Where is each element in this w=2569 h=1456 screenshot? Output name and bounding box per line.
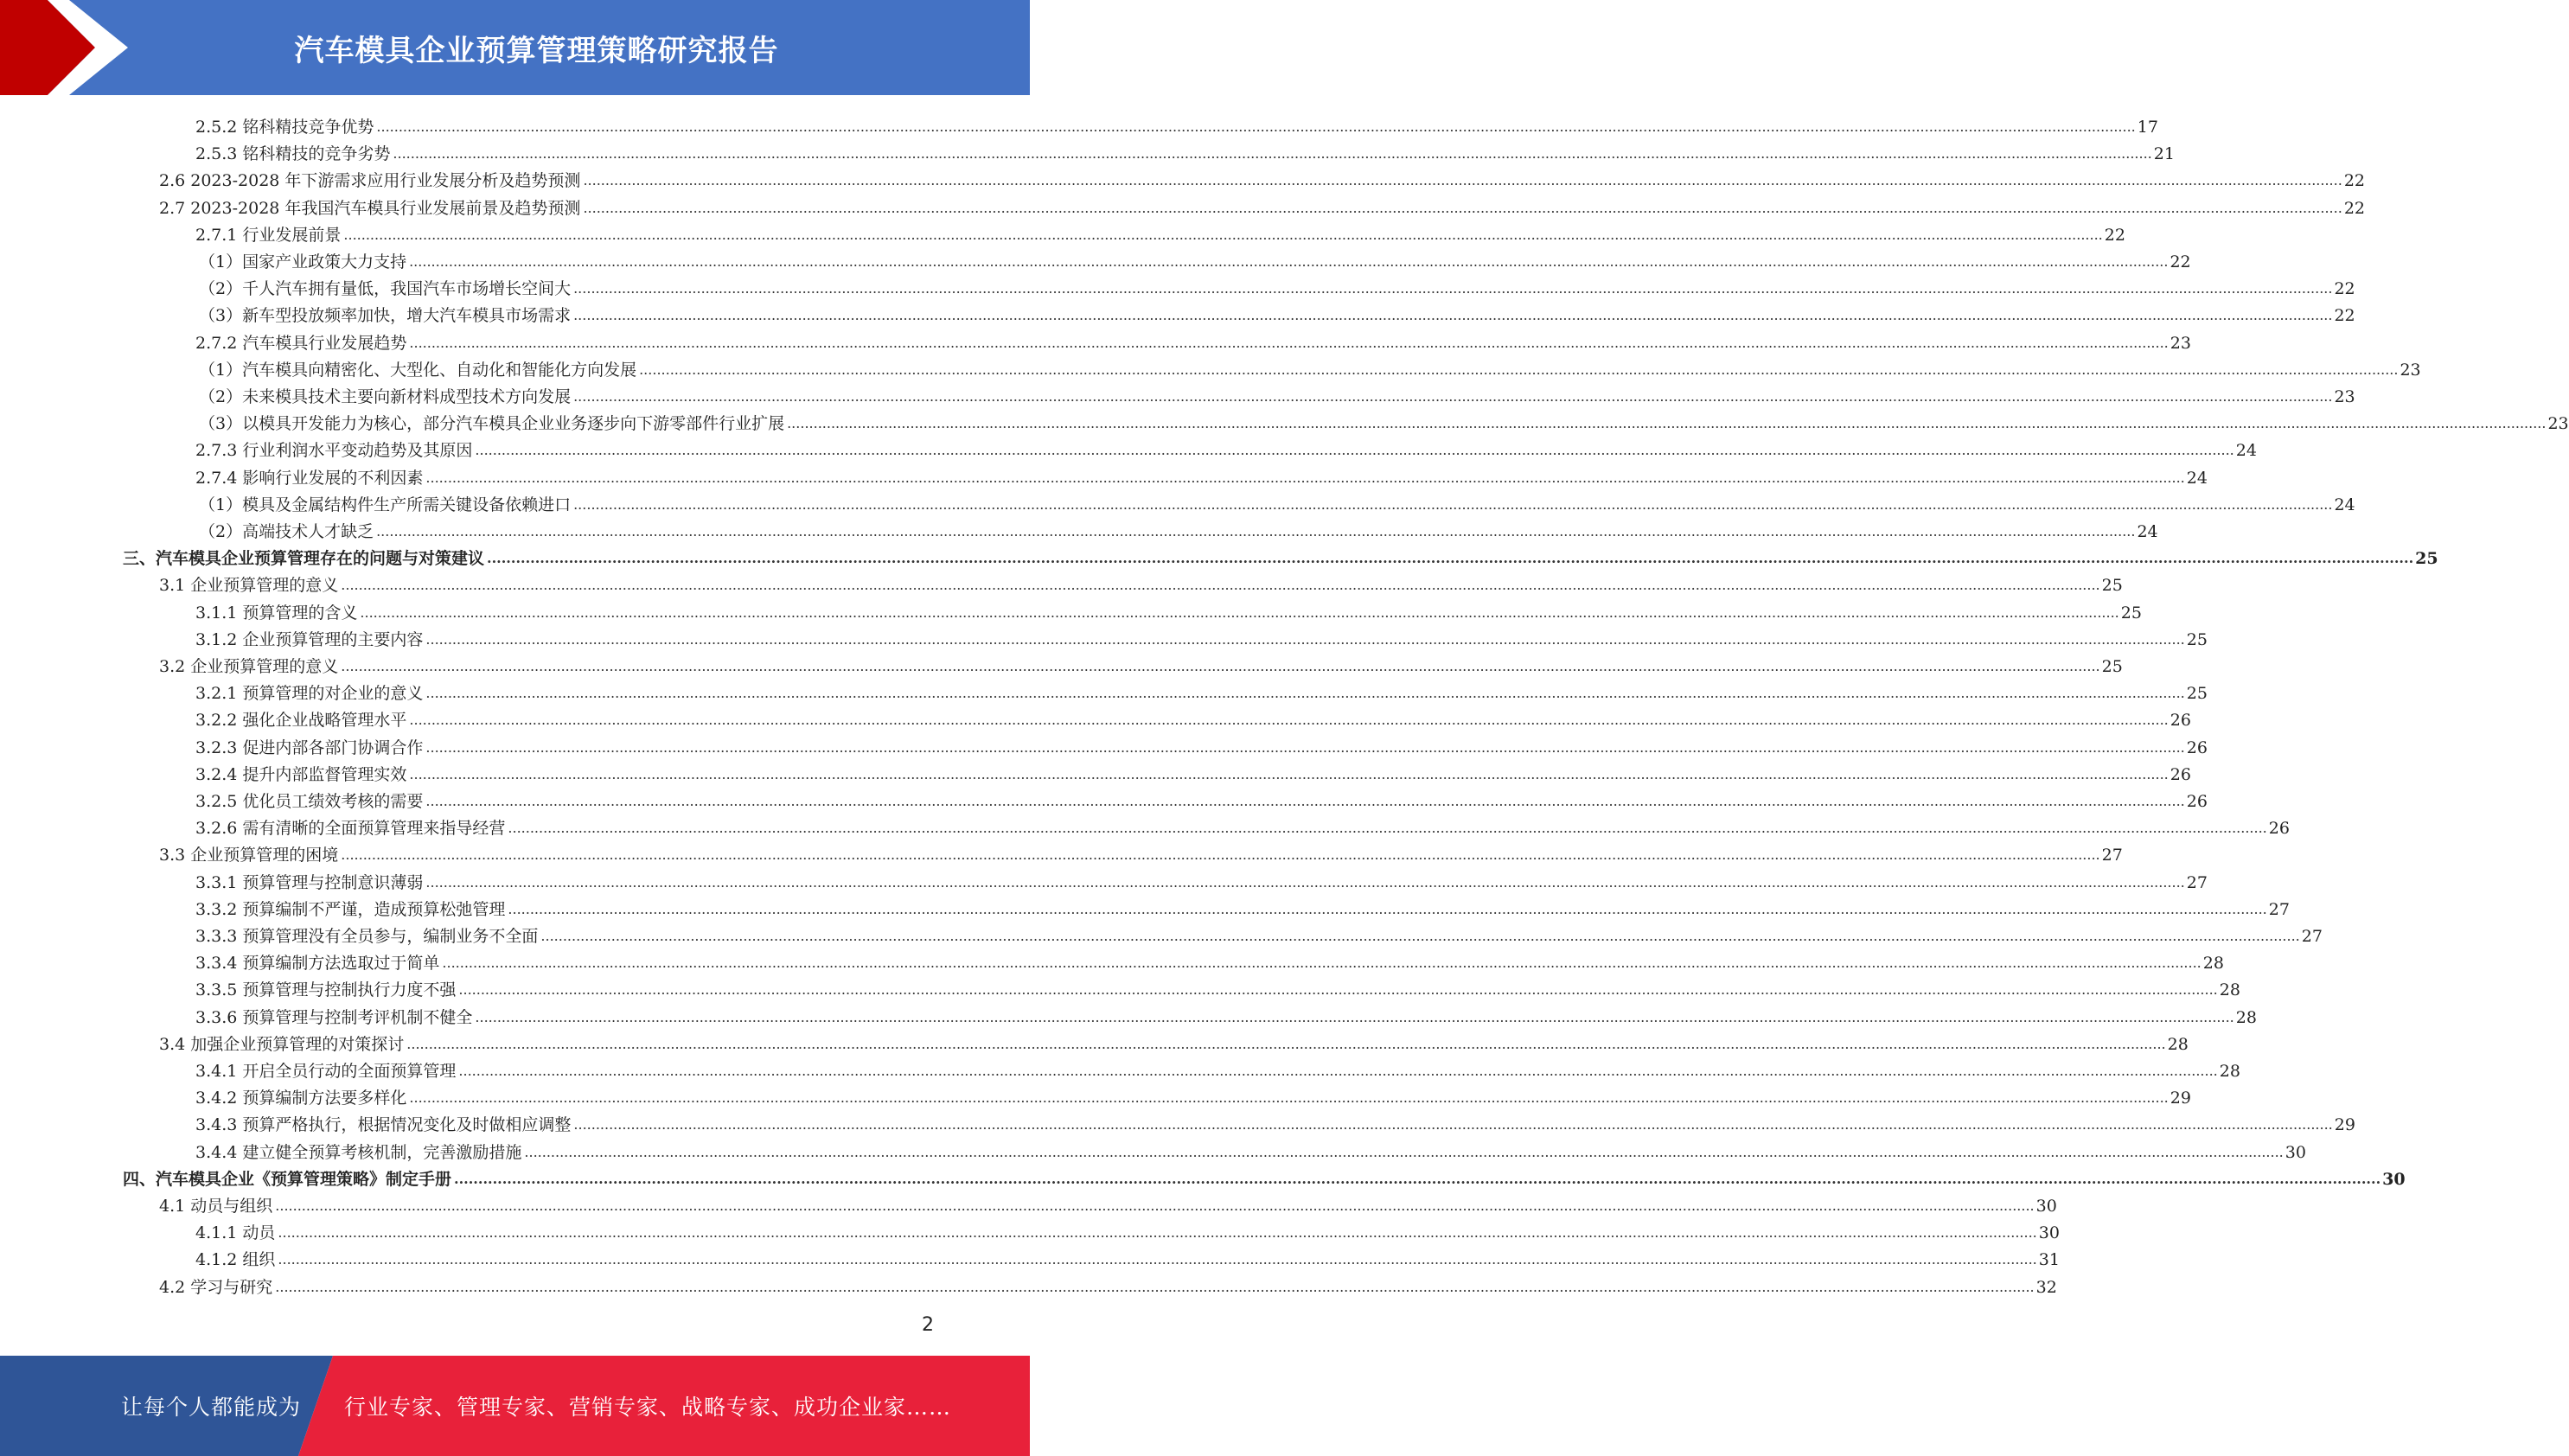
toc-entry-title: 3.2.4 提升内部监督管理实效 xyxy=(195,764,407,784)
toc-entry-title: （3）新车型投放频率加快，增大汽车模具市场需求 xyxy=(199,306,572,326)
report-title: 汽车模具企业预算管理策略研究报告 xyxy=(294,33,779,68)
toc-entry-title: （2）未来模具技术主要向新材料成型技术方向发展 xyxy=(199,387,572,406)
toc-entry[interactable] xyxy=(199,298,2355,326)
toc-entry[interactable] xyxy=(159,568,2123,596)
toc-leader-dots: ................................................................................................................................................................................................................................................................................................................................................................................................................ xyxy=(341,577,2100,594)
toc-entry-page: 22 xyxy=(2104,225,2125,245)
toc-entry[interactable] xyxy=(195,137,2175,164)
toc-entry-title: 3.2.1 预算管理的对企业的意义 xyxy=(195,684,424,704)
toc-entry-title: 3.4.4 建立健全预算考核机制，完善激励措施 xyxy=(195,1142,522,1162)
toc-entry-page: 22 xyxy=(2334,306,2355,326)
toc-entry-page: 25 xyxy=(2101,576,2123,596)
toc-entry-title: （1）汽车模具向精密化、大型化、自动化和智能化方向发展 xyxy=(199,360,637,380)
toc-leader-dots: ................................................................................................................................................................................................................................................................................................................................................................................................................ xyxy=(278,1251,2037,1268)
toc-entry-title: （1）模具及金属结构件生产所需关键设备依赖进口 xyxy=(199,495,572,514)
toc-leader-dots: ................................................................................................................................................................................................................................................................................................................................................................................................................ xyxy=(540,928,2300,944)
toc-entry-page: 24 xyxy=(2186,468,2208,488)
toc-entry-title: 2.7.1 行业发展前景 xyxy=(195,225,342,245)
toc-leader-dots: ................................................................................................................................................................................................................................................................................................................................................................................................................ xyxy=(573,280,2333,297)
toc-entry[interactable] xyxy=(195,865,2208,892)
toc-leader-dots: ................................................................................................................................................................................................................................................................................................................................................................................................................ xyxy=(341,846,2100,864)
toc-leader-dots: ................................................................................................................................................................................................................................................................................................................................................................................................................ xyxy=(425,738,2185,756)
toc-entry-page: 27 xyxy=(2301,927,2323,946)
toc-leader-dots: ................................................................................................................................................................................................................................................................................................................................................................................................................ xyxy=(583,199,2342,216)
toc-entry-page: 32 xyxy=(2035,1277,2057,1297)
toc-leader-dots: ................................................................................................................................................................................................................................................................................................................................................................................................................ xyxy=(275,1278,2035,1295)
toc-leader-dots: ................................................................................................................................................................................................................................................................................................................................................................................................................ xyxy=(393,145,2152,163)
toc-entry-title: 3.3.4 预算编制方法选取过于简单 xyxy=(195,954,440,974)
toc-entry-title: 3.2.3 促进内部各部门协调合作 xyxy=(195,738,424,757)
toc-entry[interactable] xyxy=(195,919,2323,946)
toc-entry-title: 3.2.6 需有清晰的全面预算管理来指导经营 xyxy=(195,819,506,839)
toc-entry-page: 22 xyxy=(2343,198,2365,218)
toc-entry-page: 25 xyxy=(2186,629,2208,649)
toc-entry-title: 3.4.2 预算编制方法要多样化 xyxy=(195,1089,407,1108)
toc-entry[interactable] xyxy=(195,1216,2060,1243)
toc-leader-dots: ................................................................................................................................................................................................................................................................................................................................................................................................................ xyxy=(508,900,2267,917)
toc-entry-page: 30 xyxy=(2382,1169,2406,1189)
toc-entry[interactable] xyxy=(195,1108,2355,1135)
toc-entry-page: 27 xyxy=(2268,899,2290,919)
toc-entry[interactable] xyxy=(195,757,2191,784)
toc-leader-dots: ................................................................................................................................................................................................................................................................................................................................................................................................................ xyxy=(409,765,2169,782)
toc-entry-page: 22 xyxy=(2334,279,2355,299)
toc-entry-title: 3.3.2 预算编制不严谨，造成预算松弛管理 xyxy=(195,899,506,919)
toc-leader-dots: ................................................................................................................................................................................................................................................................................................................................................................................................................ xyxy=(425,469,2185,486)
toc-entry[interactable] xyxy=(195,973,2240,1000)
toc-entry-page: 22 xyxy=(2343,171,2365,191)
toc-entry-page: 28 xyxy=(2219,980,2240,1000)
toc-entry-title: 4.1.2 组织 xyxy=(195,1250,276,1270)
toc-entry[interactable] xyxy=(159,163,2365,191)
toc-entry-page: 25 xyxy=(2415,549,2438,569)
toc-entry-title: 3.2.2 强化企业战略管理水平 xyxy=(195,711,407,731)
toc-entry-title: 2.7.2 汽车模具行业发展趋势 xyxy=(195,333,407,353)
toc-leader-dots: ................................................................................................................................................................................................................................................................................................................................................................................................................ xyxy=(425,873,2185,891)
toc-leader-dots: ................................................................................................................................................................................................................................................................................................................................................................................................................ xyxy=(409,334,2169,351)
toc-entry[interactable] xyxy=(195,946,2224,974)
toc-entry[interactable] xyxy=(195,1242,2060,1270)
toc-entry[interactable] xyxy=(195,731,2208,757)
toc-entry-title: 2.5.2 铭科精技竞争优势 xyxy=(195,118,374,137)
footer-slogan-left: 让每个人都能成为 xyxy=(121,1395,302,1420)
toc-entry[interactable] xyxy=(199,514,2158,541)
toc-entry-page: 21 xyxy=(2153,144,2175,164)
page-footer xyxy=(0,1356,1030,1456)
toc-entry-title: （2）千人汽车拥有量低，我国汽车市场增长空间大 xyxy=(199,279,572,299)
toc-leader-dots: ................................................................................................................................................................................................................................................................................................................................................................................................................ xyxy=(376,118,2136,135)
toc-entry-title: 2.7 2023-2028 年我国汽车模具行业发展前景及趋势预测 xyxy=(159,198,581,218)
toc-entry[interactable] xyxy=(195,703,2191,731)
toc-entry[interactable] xyxy=(199,245,2191,271)
toc-leader-dots: ................................................................................................................................................................................................................................................................................................................................................................................................................ xyxy=(275,1197,2035,1214)
toc-entry-title: 3.4.1 开启全员行动的全面预算管理 xyxy=(195,1062,457,1081)
toc-entry-page: 26 xyxy=(2186,738,2208,757)
toc-leader-dots: ................................................................................................................................................................................................................................................................................................................................................................................................................ xyxy=(787,415,2547,432)
toc-entry-page: 24 xyxy=(2137,522,2158,541)
toc-entry-title: （3）以模具开发能力为核心，部分汽车模具企业业务逐步向下游零部件行业扩展 xyxy=(199,414,785,434)
toc-leader-dots: ................................................................................................................................................................................................................................................................................................................................................................................................................ xyxy=(425,630,2185,648)
toc-entry[interactable] xyxy=(195,1081,2191,1108)
toc-entry-page: 17 xyxy=(2137,118,2158,137)
toc-leader-dots: ................................................................................................................................................................................................................................................................................................................................................................................................................ xyxy=(573,307,2333,324)
toc-entry-page: 29 xyxy=(2170,1089,2191,1108)
toc-leader-dots: ................................................................................................................................................................................................................................................................................................................................................................................................................ xyxy=(360,603,2119,621)
toc-entry[interactable] xyxy=(159,649,2123,676)
toc-entry-title: 3.3.6 预算管理与控制考评机制不健全 xyxy=(195,1007,473,1027)
toc-entry-page: 27 xyxy=(2186,872,2208,892)
toc-entry-title: 3.3.3 预算管理没有全员参与，编制业务不全面 xyxy=(195,927,539,946)
toc-entry-page: 30 xyxy=(2038,1223,2060,1243)
page-number: 2 xyxy=(922,1314,934,1336)
toc-entry[interactable] xyxy=(195,326,2191,353)
toc-entry-page: 30 xyxy=(2035,1197,2057,1216)
toc-entry[interactable] xyxy=(159,838,2123,865)
toc-entry[interactable] xyxy=(195,596,2142,623)
toc-entry-page: 27 xyxy=(2101,846,2123,865)
toc-entry-page: 23 xyxy=(2547,414,2569,434)
toc-entry[interactable] xyxy=(199,271,2355,299)
toc-entry-page: 25 xyxy=(2186,684,2208,704)
toc-leader-dots: ................................................................................................................................................................................................................................................................................................................................................................................................................ xyxy=(376,523,2136,540)
toc-leader-dots: ................................................................................................................................................................................................................................................................................................................................................................................................................ xyxy=(524,1143,2284,1160)
page-header xyxy=(0,0,1030,95)
toc-entry[interactable] xyxy=(159,191,2365,218)
toc-entry[interactable] xyxy=(199,380,2355,406)
toc-entry[interactable] xyxy=(195,1135,2306,1162)
toc-entry-title: 3.1.1 预算管理的含义 xyxy=(195,603,358,623)
toc-leader-dots: ................................................................................................................................................................................................................................................................................................................................................................................................................ xyxy=(425,685,2185,702)
toc-leader-dots: ................................................................................................................................................................................................................................................................................................................................................................................................................ xyxy=(409,712,2169,729)
toc-leader-dots: ................................................................................................................................................................................................................................................................................................................................................................................................................ xyxy=(487,550,2414,567)
toc-leader-dots: ................................................................................................................................................................................................................................................................................................................................................................................................................ xyxy=(341,658,2100,674)
toc-entry-title: （1）国家产业政策大力支持 xyxy=(199,252,407,271)
toc-entry[interactable] xyxy=(199,488,2355,514)
toc-entry-page: 23 xyxy=(2400,360,2421,380)
toc-leader-dots: ................................................................................................................................................................................................................................................................................................................................................................................................................ xyxy=(475,1008,2234,1025)
toc-entry-page: 23 xyxy=(2170,333,2191,353)
toc-leader-dots: ................................................................................................................................................................................................................................................................................................................................................................................................................ xyxy=(573,1116,2333,1134)
toc-entry[interactable] xyxy=(195,1054,2240,1081)
toc-leader-dots: ................................................................................................................................................................................................................................................................................................................................................................................................................ xyxy=(406,1035,2166,1052)
toc-entry[interactable] xyxy=(123,541,2438,569)
toc-entry[interactable] xyxy=(195,892,2290,919)
toc-entry-title: 3.3.1 预算管理与控制意识薄弱 xyxy=(195,872,424,892)
toc-leader-dots: ................................................................................................................................................................................................................................................................................................................................................................................................................ xyxy=(278,1224,2037,1242)
toc-entry-page: 26 xyxy=(2170,764,2191,784)
toc-entry[interactable] xyxy=(195,218,2125,245)
toc-entry-title: （2）高端技术人才缺乏 xyxy=(199,522,374,541)
toc-entry-page: 28 xyxy=(2167,1034,2189,1054)
toc-entry-page: 24 xyxy=(2235,441,2257,461)
toc-entry-title: 3.3.5 预算管理与控制执行力度不强 xyxy=(195,980,457,1000)
toc-leader-dots: ................................................................................................................................................................................................................................................................................................................................................................................................................ xyxy=(573,388,2333,405)
toc-leader-dots: ................................................................................................................................................................................................................................................................................................................................................................................................................ xyxy=(454,1170,2381,1187)
toc-entry[interactable] xyxy=(195,461,2208,488)
toc-leader-dots: ................................................................................................................................................................................................................................................................................................................................................................................................................ xyxy=(475,442,2234,459)
toc-entry-page: 28 xyxy=(2235,1007,2257,1027)
toc-leader-dots: ................................................................................................................................................................................................................................................................................................................................................................................................................ xyxy=(573,495,2333,513)
toc-entry[interactable] xyxy=(199,353,2421,380)
toc-entry[interactable] xyxy=(199,406,2569,434)
toc-entry[interactable] xyxy=(195,1000,2257,1027)
toc-entry[interactable] xyxy=(123,1162,2406,1189)
toc-entry[interactable] xyxy=(159,1189,2057,1216)
toc-leader-dots: ................................................................................................................................................................................................................................................................................................................................................................................................................ xyxy=(409,1089,2169,1107)
toc-entry-title: 3.2 企业预算管理的意义 xyxy=(159,657,339,676)
toc-entry-title: 3.2.5 优化员工绩效考核的需要 xyxy=(195,792,424,811)
toc-entry-title: 四、汽车模具企业《预算管理策略》制定手册 xyxy=(123,1169,452,1189)
toc-entry-page: 26 xyxy=(2268,819,2290,839)
toc-entry-title: 2.6 2023-2028 年下游需求应用行业发展分析及趋势预测 xyxy=(159,171,581,191)
toc-entry[interactable] xyxy=(159,1270,2057,1297)
toc-entry-page: 24 xyxy=(2334,495,2355,514)
toc-entry[interactable] xyxy=(159,1027,2189,1054)
toc-leader-dots: ................................................................................................................................................................................................................................................................................................................................................................................................................ xyxy=(409,253,2169,270)
toc-entry-page: 29 xyxy=(2334,1115,2355,1135)
toc-entry-title: 4.1 动员与组织 xyxy=(159,1197,273,1216)
toc-entry-title: 4.1.1 动员 xyxy=(195,1223,276,1243)
toc-entry-title: 3.1 企业预算管理的意义 xyxy=(159,576,339,596)
toc-entry-title: 3.3 企业预算管理的困境 xyxy=(159,846,339,865)
toc-entry-title: 三、汽车模具企业预算管理存在的问题与对策建议 xyxy=(123,549,485,569)
toc-entry-page: 26 xyxy=(2170,711,2191,731)
toc-entry-page: 26 xyxy=(2186,792,2208,811)
toc-entry-page: 22 xyxy=(2170,252,2191,271)
toc-leader-dots: ................................................................................................................................................................................................................................................................................................................................................................................................................ xyxy=(583,172,2342,189)
toc-entry-page: 31 xyxy=(2038,1250,2060,1270)
toc-entry-title: 3.4 加强企业预算管理的对策探讨 xyxy=(159,1034,405,1054)
toc-entry-title: 3.1.2 企业预算管理的主要内容 xyxy=(195,629,424,649)
footer-slogan-right: 行业专家、管理专家、营销专家、战略专家、成功企业家…… xyxy=(344,1395,952,1420)
toc-entry[interactable] xyxy=(195,811,2290,839)
toc-leader-dots: ................................................................................................................................................................................................................................................................................................................................................................................................................ xyxy=(639,361,2399,378)
toc-entry-page: 25 xyxy=(2120,603,2142,623)
toc-leader-dots: ................................................................................................................................................................................................................................................................................................................................................................................................................ xyxy=(508,820,2267,837)
toc-leader-dots: ................................................................................................................................................................................................................................................................................................................................................................................................................ xyxy=(343,226,2103,243)
toc-leader-dots: ................................................................................................................................................................................................................................................................................................................................................................................................................ xyxy=(425,793,2185,809)
toc-leader-dots: ................................................................................................................................................................................................................................................................................................................................................................................................................ xyxy=(458,981,2218,999)
toc-leader-dots: ................................................................................................................................................................................................................................................................................................................................................................................................................ xyxy=(442,955,2202,972)
toc-entry-title: 2.7.3 行业利润水平变动趋势及其原因 xyxy=(195,441,473,461)
toc-entry-page: 28 xyxy=(2219,1062,2240,1081)
toc-entry-page: 30 xyxy=(2285,1142,2306,1162)
toc-entry[interactable] xyxy=(195,784,2208,811)
toc-leader-dots: ................................................................................................................................................................................................................................................................................................................................................................................................................ xyxy=(458,1063,2218,1079)
toc-entry-page: 23 xyxy=(2334,387,2355,406)
toc-entry-title: 2.7.4 影响行业发展的不利因素 xyxy=(195,468,424,488)
toc-entry[interactable] xyxy=(195,676,2208,704)
toc-entry-title: 3.4.3 预算严格执行，根据情况变化及时做相应调整 xyxy=(195,1115,572,1135)
toc-entry[interactable] xyxy=(195,433,2257,461)
toc-entry[interactable] xyxy=(195,623,2208,649)
toc-entry[interactable] xyxy=(195,110,2158,137)
toc-entry-page: 28 xyxy=(2202,954,2224,974)
toc-entry-title: 2.5.3 铭科精技的竞争劣势 xyxy=(195,144,391,164)
toc-entry-page: 25 xyxy=(2101,657,2123,676)
toc-entry-title: 4.2 学习与研究 xyxy=(159,1277,273,1297)
